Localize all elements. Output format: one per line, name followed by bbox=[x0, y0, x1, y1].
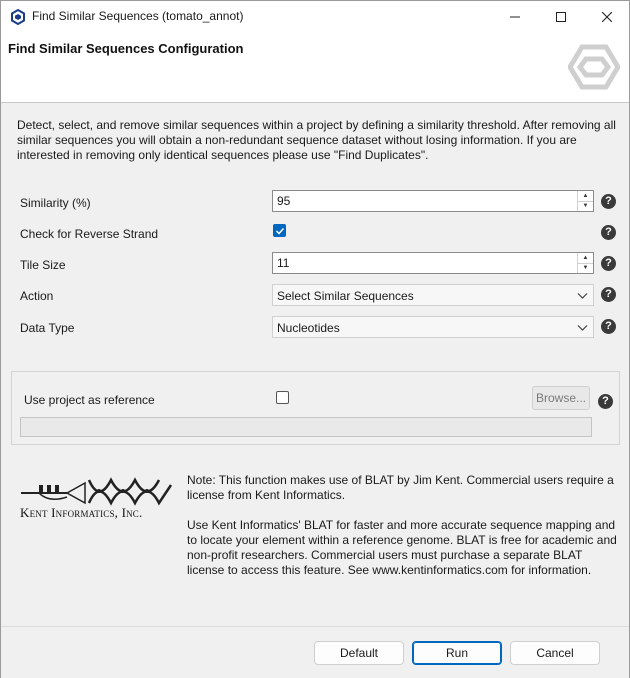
maximize-icon bbox=[556, 12, 566, 22]
hexagon-logo-icon bbox=[568, 44, 620, 90]
data-type-value: Nucleotides bbox=[277, 321, 340, 335]
reverse-strand-label: Check for Reverse Strand bbox=[20, 227, 159, 241]
data-type-help-icon[interactable]: ? bbox=[601, 319, 616, 334]
reference-path-field[interactable] bbox=[20, 417, 592, 437]
close-button[interactable] bbox=[584, 1, 630, 33]
similarity-value: 95 bbox=[277, 194, 291, 208]
run-button[interactable]: Run bbox=[412, 641, 502, 665]
tile-size-spin-arrows[interactable] bbox=[577, 253, 593, 273]
blat-note: Note: This function makes use of BLAT by Jim Kent. Commercial users require a license from Kent Informatics. bbox=[187, 473, 614, 502]
dialog-footer bbox=[1, 626, 629, 678]
tile-size-spinbox[interactable] bbox=[272, 252, 594, 274]
use-reference-label: Use project as reference bbox=[24, 393, 155, 407]
spin-down-icon[interactable]: ▼ bbox=[578, 201, 593, 212]
title-bar[interactable] bbox=[1, 1, 629, 33]
app-hexagon-icon bbox=[10, 9, 26, 25]
data-type-select[interactable] bbox=[272, 316, 594, 338]
spin-down-icon[interactable]: ▼ bbox=[578, 263, 593, 274]
cancel-button[interactable]: Cancel bbox=[510, 641, 600, 665]
tile-size-label: Tile Size bbox=[20, 258, 66, 272]
checkmark-icon bbox=[275, 226, 285, 236]
spin-up-icon[interactable]: ▲ bbox=[582, 192, 589, 199]
reverse-strand-checkbox[interactable] bbox=[273, 224, 286, 237]
default-button[interactable]: Default bbox=[314, 641, 404, 665]
similarity-help-icon[interactable]: ? bbox=[601, 194, 616, 209]
spin-up-icon[interactable]: ▲ bbox=[582, 254, 589, 261]
similarity-spinbox[interactable] bbox=[272, 190, 594, 212]
blat-info: Use Kent Informatics' BLAT for faster and more accurate sequence mapping and to locate your element within a reference genome. BLAT is free for academic and non-profit researchers. Commercial users must purchase a separate BLAT license to access this feature. See www.kentinformatics.com for information. bbox=[187, 518, 617, 577]
use-reference-checkbox[interactable] bbox=[276, 391, 289, 404]
dialog-header bbox=[1, 33, 629, 103]
window-title: Find Similar Sequences (tomato_annot) bbox=[32, 9, 244, 23]
maximize-button[interactable] bbox=[538, 1, 584, 33]
chevron-down-icon bbox=[577, 290, 588, 301]
tile-size-value: 11 bbox=[277, 256, 290, 270]
reverse-strand-help-icon[interactable]: ? bbox=[601, 225, 616, 240]
similarity-spin-arrows[interactable] bbox=[577, 191, 593, 211]
reference-group bbox=[11, 371, 620, 445]
kent-company-name: Kent Informatics, Inc. bbox=[20, 505, 143, 520]
action-label: Action bbox=[20, 289, 54, 303]
action-help-icon[interactable]: ? bbox=[601, 287, 616, 302]
action-select[interactable] bbox=[272, 284, 594, 306]
page-title: Find Similar Sequences Configuration bbox=[8, 41, 244, 56]
minimize-icon bbox=[510, 12, 520, 22]
data-type-label: Data Type bbox=[20, 321, 75, 335]
minimize-button[interactable] bbox=[492, 1, 538, 33]
reference-help-icon[interactable]: ? bbox=[598, 394, 613, 409]
close-icon bbox=[602, 12, 612, 22]
chevron-down-icon bbox=[577, 322, 588, 333]
browse-button[interactable]: Browse... bbox=[532, 386, 590, 410]
action-value: Select Similar Sequences bbox=[277, 289, 414, 303]
description-text: Detect, select, and remove similar sequences within a project by defining a similarity threshold. After removing all similar sequences you will obtain a non-redundant sequence dataset without losing information. If you are interested in removing only identical sequences please use "Find Duplicates". bbox=[17, 118, 616, 162]
similarity-label: Similarity (%) bbox=[20, 196, 91, 210]
tile-size-help-icon[interactable]: ? bbox=[601, 256, 616, 271]
